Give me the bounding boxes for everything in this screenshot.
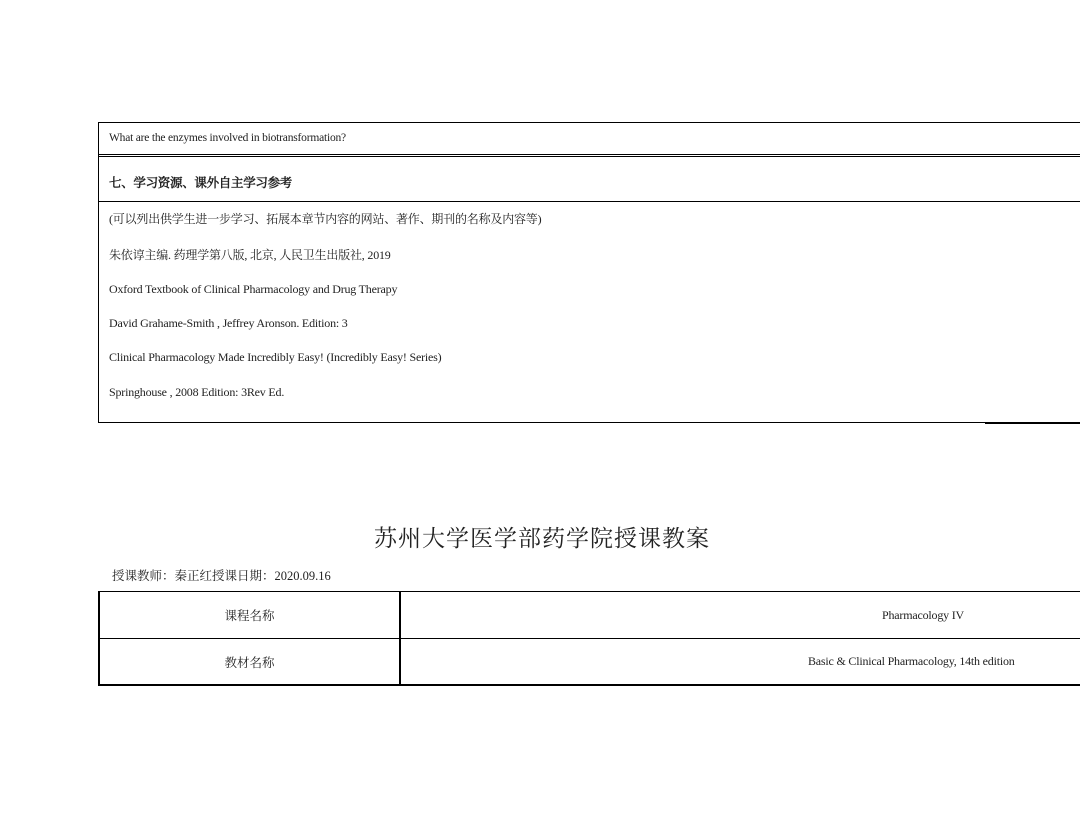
textbook-name-label: 教材名称: [100, 639, 401, 684]
study-resources-table: [98, 122, 1080, 423]
course-info-table: [98, 591, 1080, 686]
reference-item: Clinical Pharmacology Made Incredibly Easy! (Incredibly Easy! Series): [109, 350, 442, 364]
reference-item: David Grahame-Smith , Jeffrey Aronson. Edition: 3: [109, 316, 348, 330]
reference-item: Oxford Textbook of Clinical Pharmacology and Drug Therapy: [109, 282, 398, 296]
course-name-value: Pharmacology IV: [882, 607, 964, 622]
teacher-date-line: 授课教师：秦正红授课日期：2020.09.16: [112, 569, 331, 583]
reference-item: 朱依谆主编. 药理学第八版, 北京, 人民卫生出版社, 2019: [109, 248, 391, 262]
question-row: [99, 123, 1080, 155]
table-row: [100, 592, 1080, 639]
heading-divider: [99, 201, 1080, 202]
section-note: (可以列出供学生进一步学习、拓展本章节内容的网站、著作、期刊的名称及内容等): [109, 212, 542, 226]
page-title: 苏州大学医学部药学院授课教案: [374, 526, 710, 552]
textbook-name-value: Basic & Clinical Pharmacology, 14th edition: [808, 654, 1015, 668]
question-text: What are the enzymes involved in biotransformation?: [109, 132, 346, 144]
table-divider: [99, 155, 1080, 157]
table-row: [100, 639, 1080, 684]
reference-item: Springhouse , 2008 Edition: 3Rev Ed.: [109, 385, 285, 399]
section-heading: 七、学习资源、课外自主学习参考: [109, 175, 293, 190]
course-name-label: 课程名称: [100, 592, 401, 638]
table-bottom-rule: [985, 423, 1080, 424]
